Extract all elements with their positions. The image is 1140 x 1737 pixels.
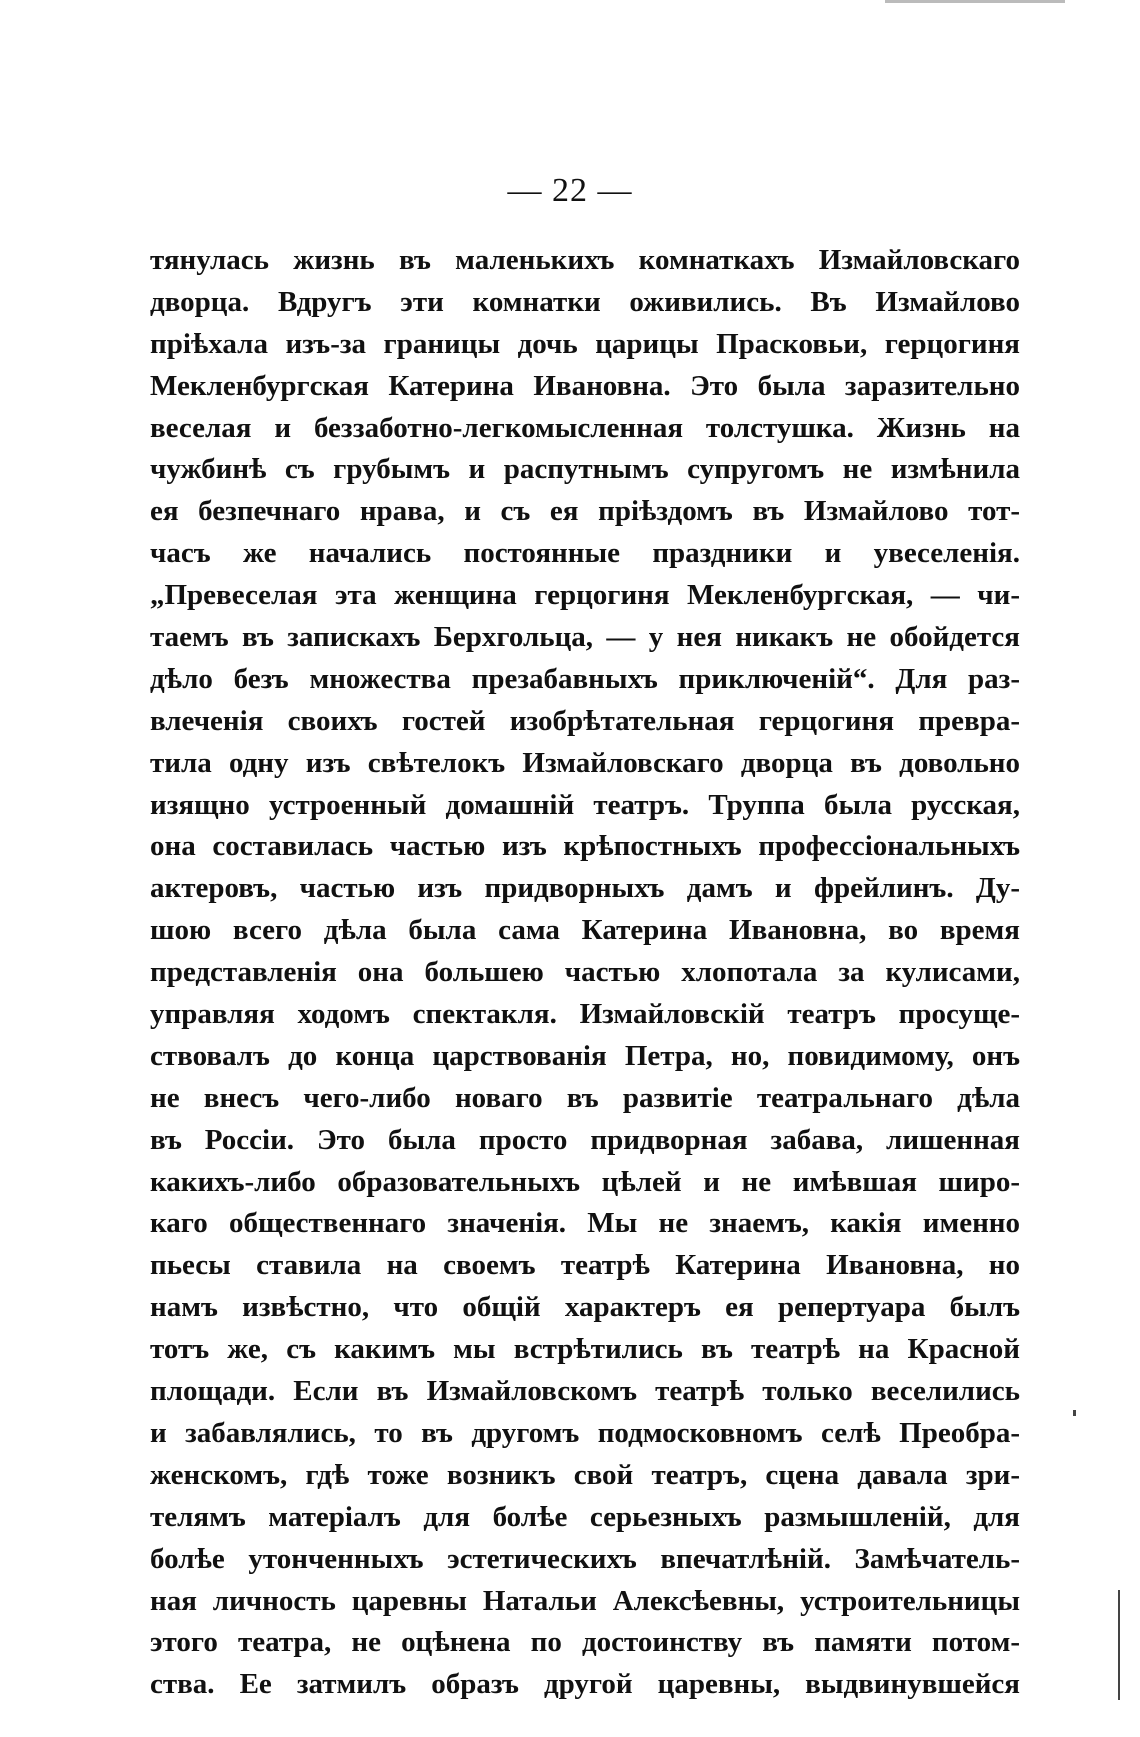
text-line: дворца. Вдругъ эти комнатки оживились. Въ Измайлово	[150, 285, 1020, 318]
text-line: чужбинѣ съ грубымъ и распутнымъ супругомъ не измѣнила	[150, 453, 1020, 486]
text-line: веселая и беззаботно-легкомысленная толстушка. Жизнь на	[150, 411, 1020, 444]
text-line: не внесъ чего-либо новаго въ развитіе театральнаго дѣла	[150, 1081, 1020, 1114]
text-line: въ Россіи. Это была просто придворная забава, лишенная	[150, 1123, 1020, 1156]
text-line: ства. Ее затмилъ образъ другой царевны, выдвинувшейся	[150, 1668, 1020, 1701]
text-line: дѣло безъ множества презабавныхъ приключеній“. Для раз-	[150, 662, 1020, 695]
scan-margin-mark	[1118, 1590, 1120, 1700]
page-number: — 22 —	[507, 172, 633, 209]
text-line: женскомъ, гдѣ тоже возникъ свой театръ, сцена давала зри-	[150, 1458, 1020, 1491]
text-line: этого театра, не оцѣнена по достоинству въ памяти потом-	[150, 1626, 1020, 1659]
body-text	[150, 240, 1020, 1706]
text-line: часъ же начались постоянные праздники и увеселенія.	[150, 537, 1020, 570]
text-line: тотъ же, съ какимъ мы встрѣтились въ театрѣ на Красной	[150, 1333, 1020, 1366]
text-line: актеровъ, частью изъ придворныхъ дамъ и фрейлинъ. Ду-	[150, 872, 1020, 905]
text-line: тила одну изъ свѣтелокъ Измайловскаго дворца въ довольно	[150, 746, 1020, 779]
scan-margin-mark	[1073, 1410, 1076, 1416]
text-line: Мекленбургская Катерина Ивановна. Это была заразительно	[150, 369, 1020, 402]
text-line: шою всего дѣла была сама Катерина Ивановна, во время	[150, 914, 1020, 947]
text-line: изящно устроенный домашній театръ. Труппа была русская,	[150, 788, 1020, 821]
text-line: болѣе утонченныхъ эстетическихъ впечатлѣній. Замѣчатель-	[150, 1542, 1020, 1575]
text-line: влеченія своихъ гостей изобрѣтательная герцогиня превра-	[150, 704, 1020, 737]
text-line: намъ извѣстно, что общій характеръ ея репертуара былъ	[150, 1291, 1020, 1324]
text-line: пьесы ставила на своемъ театрѣ Катерина Ивановна, но	[150, 1249, 1020, 1282]
text-line: тянулась жизнь въ маленькихъ комнаткахъ Измайловскаго	[150, 244, 1020, 276]
text-line: ея безпечнаго нрава, и съ ея пріѣздомъ въ Измайлово тот-	[150, 495, 1020, 528]
text-line: „Превеселая эта женщина герцогиня Мекленбургская, — чи-	[150, 579, 1020, 612]
text-line: пріѣхала изъ-за границы дочь царицы Прасковьи, герцогиня	[150, 327, 1020, 360]
text-line: и забавлялись, то въ другомъ подмосковномъ селѣ Преобра-	[150, 1416, 1020, 1449]
text-line: телямъ матеріалъ для болѣе серьезныхъ размышленій, для	[150, 1500, 1020, 1533]
text-line: представленія она большею частью хлопотала за кулисами,	[150, 956, 1020, 989]
text-line: таемъ въ запискахъ Берхгольца, — у нея никакъ не обойдется	[150, 621, 1020, 654]
text-line: ствовалъ до конца царствованія Петра, но, повидимому, онъ	[150, 1039, 1020, 1072]
text-line: каго общественнаго значенія. Мы не знаемъ, какія именно	[150, 1207, 1020, 1240]
text-line: какихъ-либо образовательныхъ цѣлей и не имѣвшая широ-	[150, 1165, 1020, 1198]
scan-edge-mark	[885, 0, 1065, 3]
text-line: управляя ходомъ спектакля. Измайловскій театръ просуще-	[150, 998, 1020, 1031]
text-line: она составилась частью изъ крѣпостныхъ профессіональныхъ	[150, 830, 1020, 863]
text-line: ная личность царевны Натальи Алексѣевны, устроительницы	[150, 1584, 1020, 1617]
text-line: площади. Если въ Измайловскомъ театрѣ только веселились	[150, 1375, 1020, 1408]
